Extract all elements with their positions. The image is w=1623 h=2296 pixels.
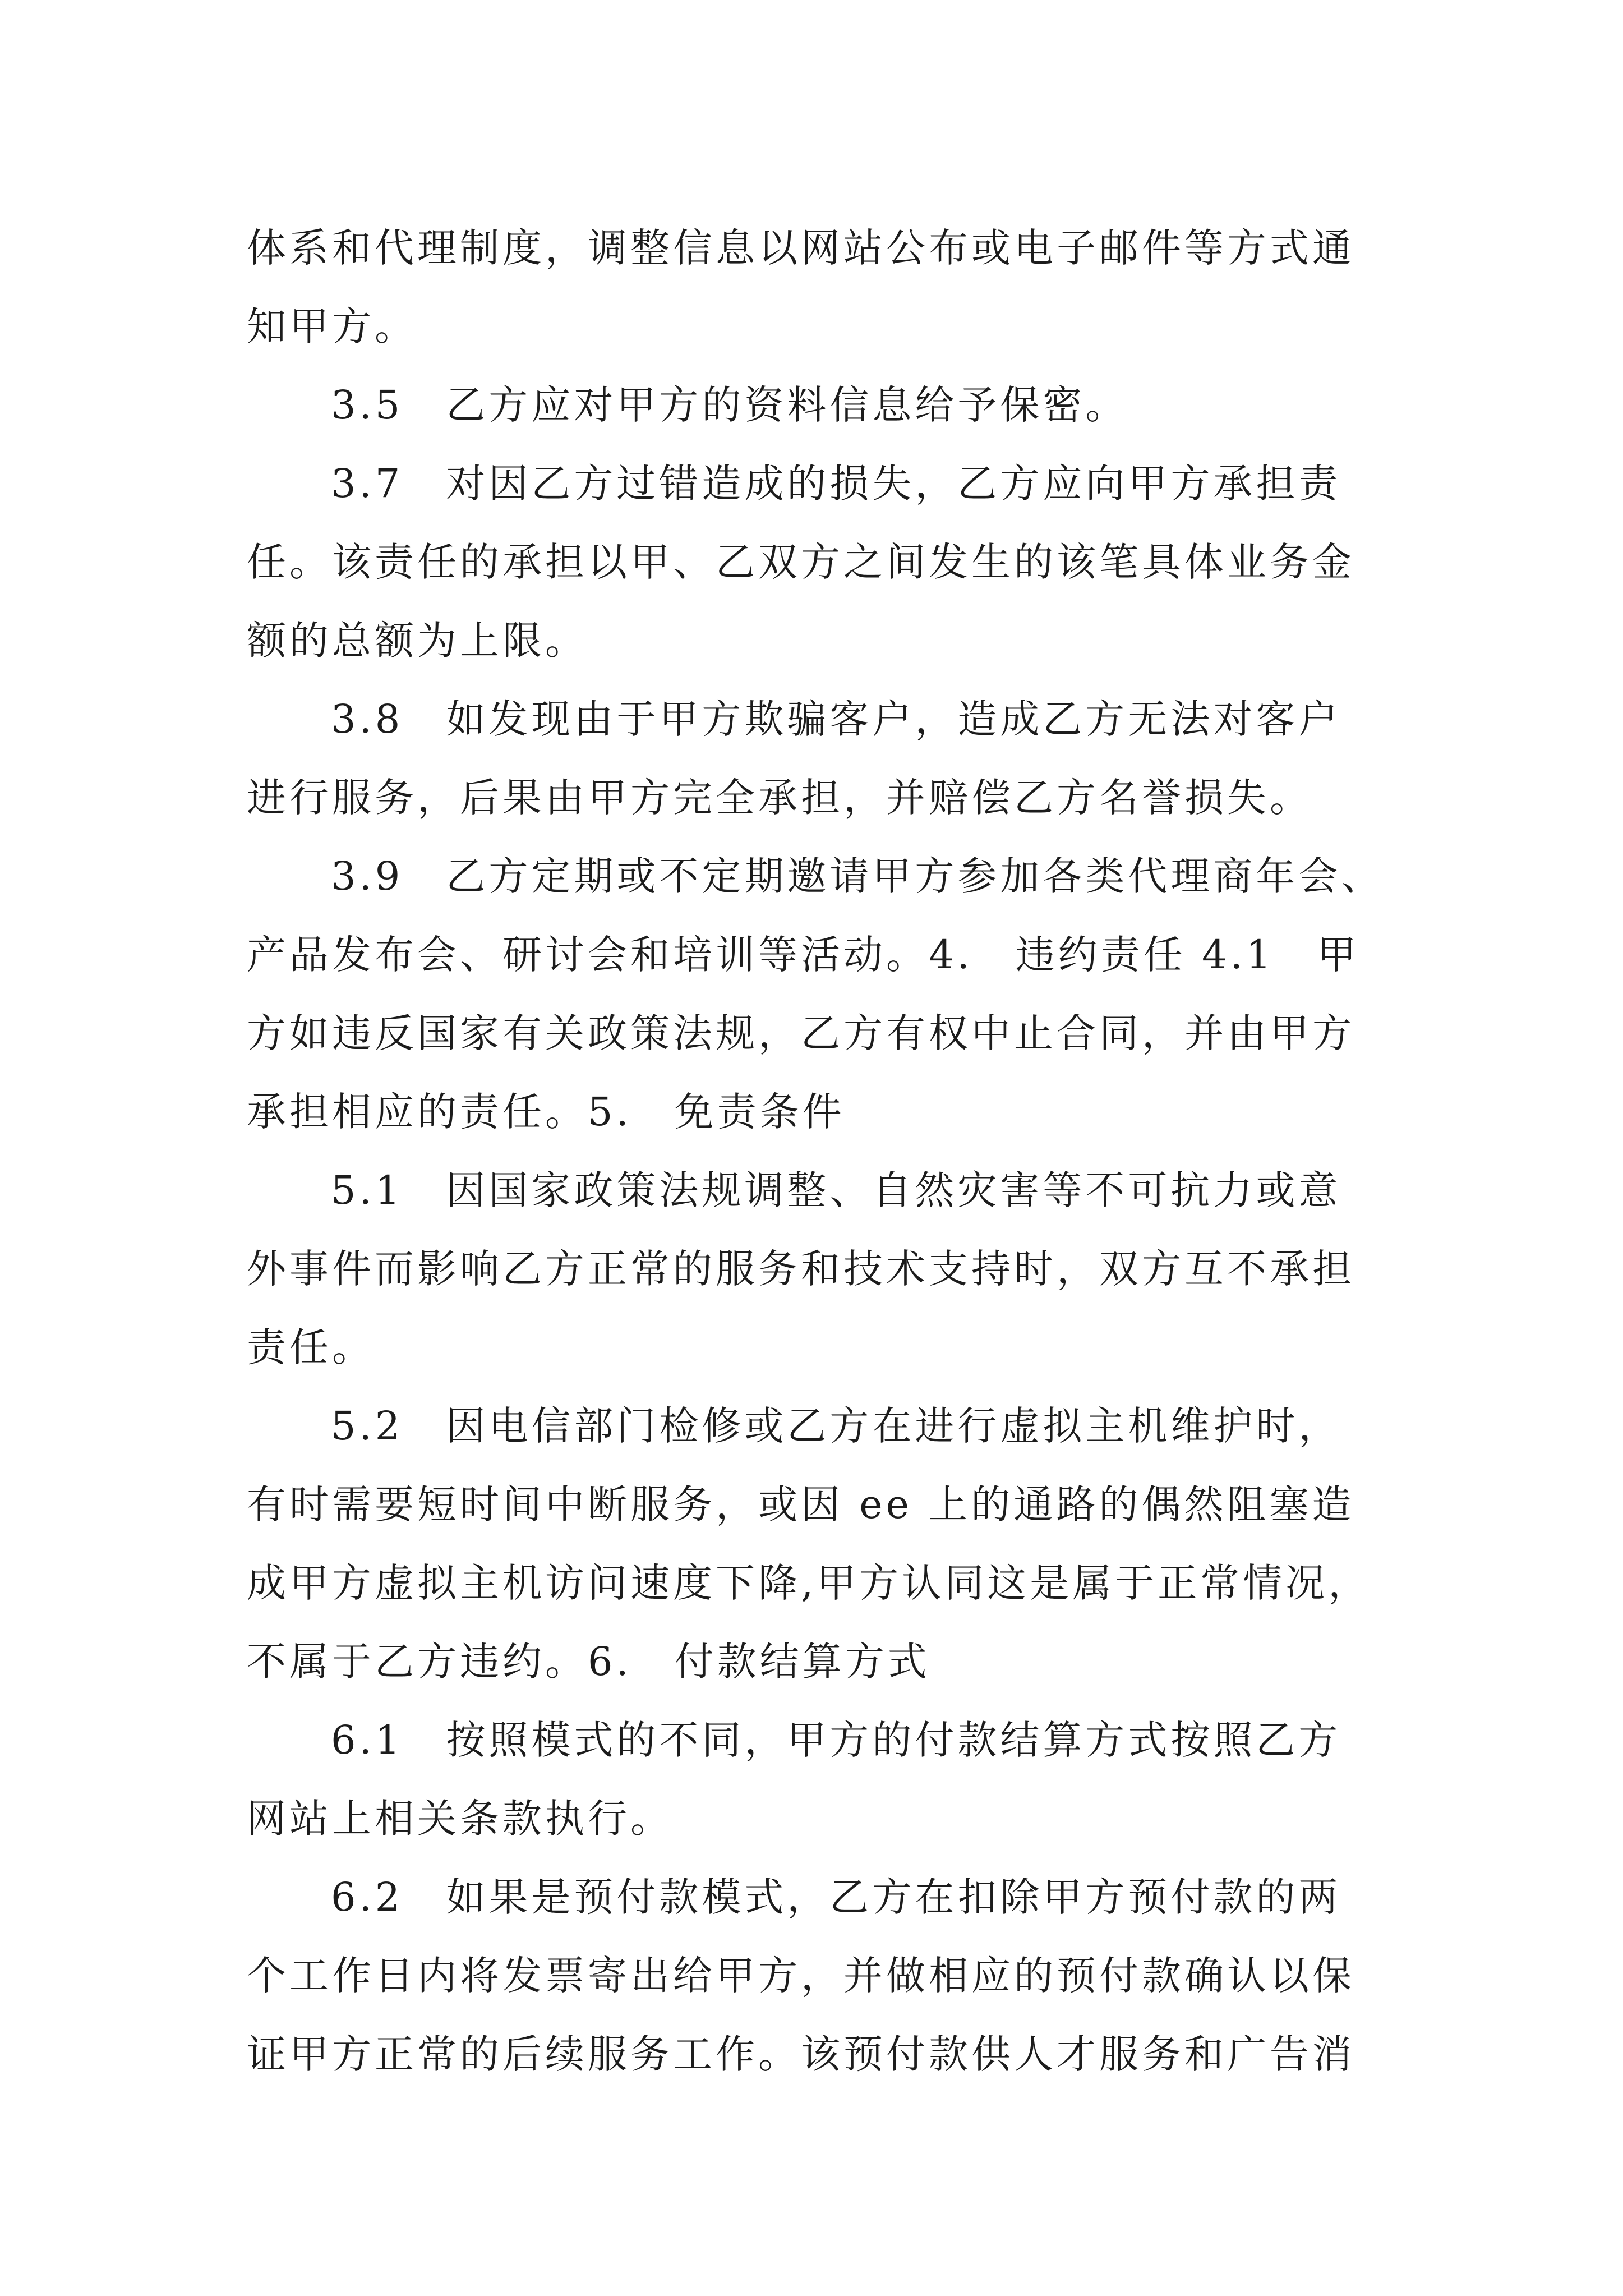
clause-6-1: 6.1 按照模式的不同，甲方的付款结算方式按照乙方 [331, 1717, 1341, 1763]
clause-5-2: 5.2 因电信部门检修或乙方在进行虚拟主机维护时， [331, 1403, 1341, 1449]
text-line: 进行服务，后果由甲方完全承担，并赔偿乙方名誉损失。 [247, 775, 1312, 821]
text-line: 体系和代理制度，调整信息以网站公布或电子邮件等方式通 [247, 225, 1355, 271]
text-line: 个工作日内将发票寄出给甲方，并做相应的预付款确认以保 [247, 1953, 1355, 1999]
text-line: 外事件而影响乙方正常的服务和技术支持时，双方互不承担 [247, 1246, 1355, 1292]
clause-3-9: 3.9 乙方定期或不定期邀请甲方参加各类代理商年会、 [331, 853, 1384, 899]
text-line: 不属于乙方违约。6. 付款结算方式 [247, 1639, 930, 1685]
text-line: 责任。 [247, 1324, 375, 1370]
text-line: 承担相应的责任。5. 免责条件 [247, 1089, 845, 1135]
clause-3-8: 3.8 如发现由于甲方欺骗客户，造成乙方无法对客户 [331, 696, 1341, 742]
text-line: 网站上相关条款执行。 [247, 1796, 673, 1842]
text-line: 知甲方。 [247, 303, 417, 349]
text-line: 额的总额为上限。 [247, 618, 588, 664]
text-line: 成甲方虚拟主机访问速度下降,甲方认同这是属于正常情况， [247, 1560, 1371, 1606]
clause-3-5: 3.5 乙方应对甲方的资料信息给予保密。 [331, 382, 1128, 428]
clause-3-7: 3.7 对因乙方过错造成的损失，乙方应向甲方承担责 [331, 461, 1341, 507]
text-line: 证甲方正常的后续服务工作。该预付款供人才服务和广告消 [247, 2031, 1355, 2077]
text-line: 产品发布会、研讨会和培训等活动。4. 违约责任 4.1 甲 [247, 932, 1360, 978]
clause-5-1: 5.1 因国家政策法规调整、自然灾害等不可抗力或意 [331, 1167, 1341, 1213]
text-line: 任。该责任的承担以甲、乙双方之间发生的该笔具体业务金 [247, 539, 1355, 585]
contract-body-text [247, 209, 1385, 2093]
text-line: 有时需要短时间中断服务，或因 ee 上的通路的偶然阻塞造 [247, 1481, 1355, 1527]
text-line: 方如违反国家有关政策法规，乙方有权中止合同，并由甲方 [247, 1010, 1355, 1056]
clause-6-2: 6.2 如果是预付款模式，乙方在扣除甲方预付款的两 [331, 1874, 1341, 1920]
